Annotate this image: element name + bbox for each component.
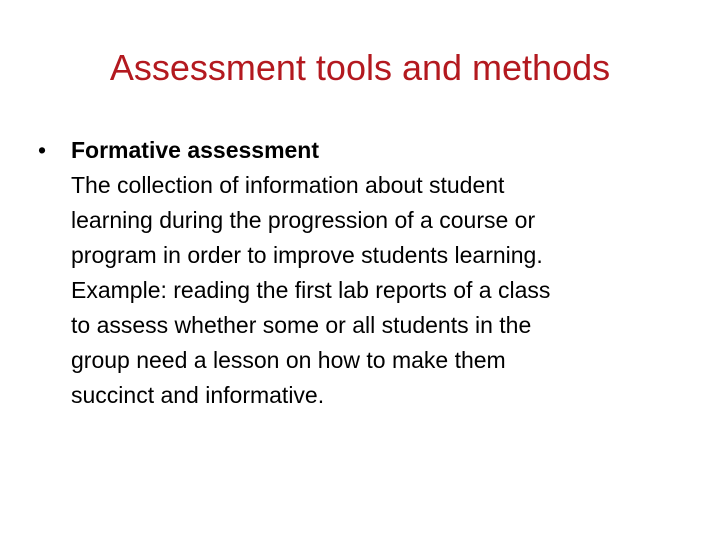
bullet-heading: Formative assessment <box>71 137 320 163</box>
slide-body <box>30 133 698 413</box>
bullet-text-line: group need a lesson on how to make them <box>71 347 506 373</box>
bullet-dot-icon: • <box>37 137 47 163</box>
bullet-text-line: to assess whether some or all students in the <box>71 312 532 338</box>
slide-title: Assessment tools and methods <box>109 47 611 88</box>
bullet-item <box>30 133 698 413</box>
bullet-text-line: The collection of information about student <box>71 172 505 198</box>
bullet-text-line: learning during the progression of a course or <box>71 207 536 233</box>
bullet-text-line: program in order to improve students learning. <box>71 242 543 268</box>
bullet-text-line: Example: reading the first lab reports of a class <box>71 277 551 303</box>
bullet-text-line: succinct and informative. <box>71 382 325 408</box>
